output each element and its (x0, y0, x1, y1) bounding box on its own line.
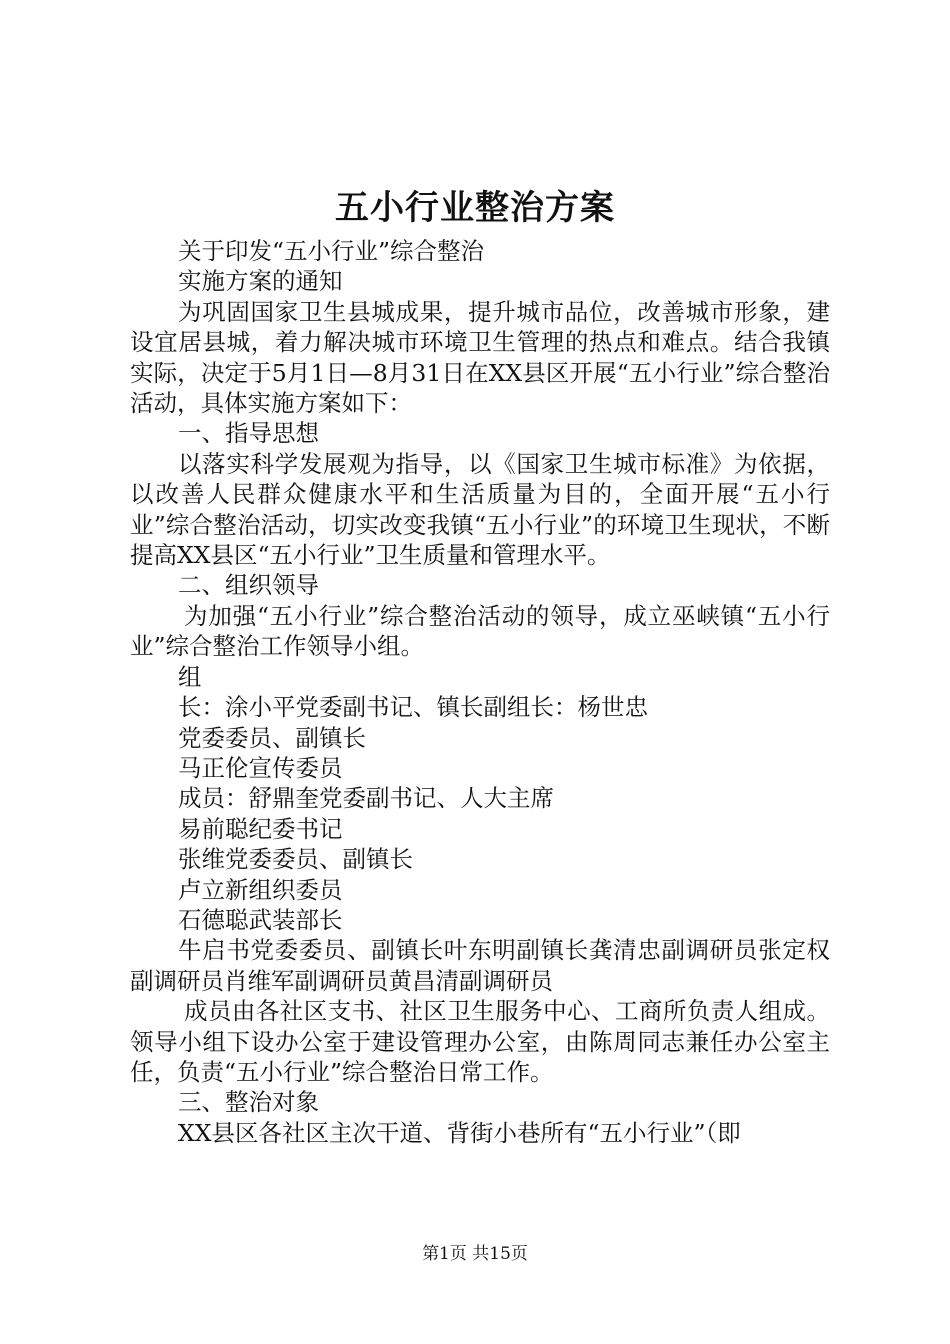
list-item-member: 卢立新组织委员 (178, 875, 343, 904)
list-item-member: 党委委员、副镇长 (178, 723, 366, 752)
section-heading-guiding-thought: 一、指导思想 (178, 419, 319, 448)
document-body (130, 236, 830, 1148)
page-number: 第1页 共15页 (422, 1244, 528, 1264)
paragraph-intro: 为巩固国家卫生县城成果，提升城市品位，改善城市形象，建设宜居县城，着力解决城市环境卫生管理的热点和难点。结合我镇实际，决定于5月1日—8月31日在XX县区开展“五小行业”综合整治活动，具体实施方案如下： (130, 297, 830, 418)
section-heading-targets: 三、整治对象 (178, 1088, 319, 1117)
list-item-member: 成员：舒鼎奎党委副书记、人大主席 (178, 784, 554, 813)
paragraph-organization: 为加强“五小行业”综合整治活动的领导，成立巫峡镇“五小行业”综合整治工作领导小组。 (130, 601, 830, 661)
list-item-member: 张维党委委员、副镇长 (178, 845, 413, 874)
section-heading-organization: 二、组织领导 (178, 571, 319, 600)
document-title: 五小行业整治方案 (335, 188, 615, 228)
paragraph-targets: XX县区各社区主次干道、背街小巷所有“五小行业”（即 (178, 1118, 741, 1147)
list-item-members-group: 牛启书党委委员、副镇长叶东明副镇长龚清忠副调研员张定权副调研员肖维军副调研员黄昌清副调研员 (130, 936, 830, 995)
paragraph-notice-line-2: 实施方案的通知 (178, 267, 343, 296)
paragraph-guiding-thought: 以落实科学发展观为指导，以《国家卫生城市标准》为依据，以改善人民群众健康水平和生活质量为目的，全面开展“五小行业”综合整治活动，切实改变我镇“五小行业”的环境卫生现状，不断提高XX县区“五小行业”卫生质量和管理水平。 (130, 449, 830, 570)
list-item-team-leader-b: 长：涂小平党委副书记、镇长副组长：杨世忠 (178, 693, 648, 722)
list-item-member: 易前聪纪委书记 (178, 814, 343, 843)
paragraph-office: 成员由各社区支书、社区卫生服务中心、工商所负责人组成。领导小组下设办公室于建设管理办公室，由陈周同志兼任办公室主任，负责“五小行业”综合整治日常工作。 (130, 997, 830, 1086)
list-item-team-leader-a: 组 (178, 662, 202, 691)
paragraph-notice-line-1: 关于印发“五小行业”综合整治 (178, 237, 485, 265)
list-item-member: 石德聪武装部长 (178, 905, 343, 934)
list-item-member: 马正伦宣传委员 (178, 753, 343, 782)
